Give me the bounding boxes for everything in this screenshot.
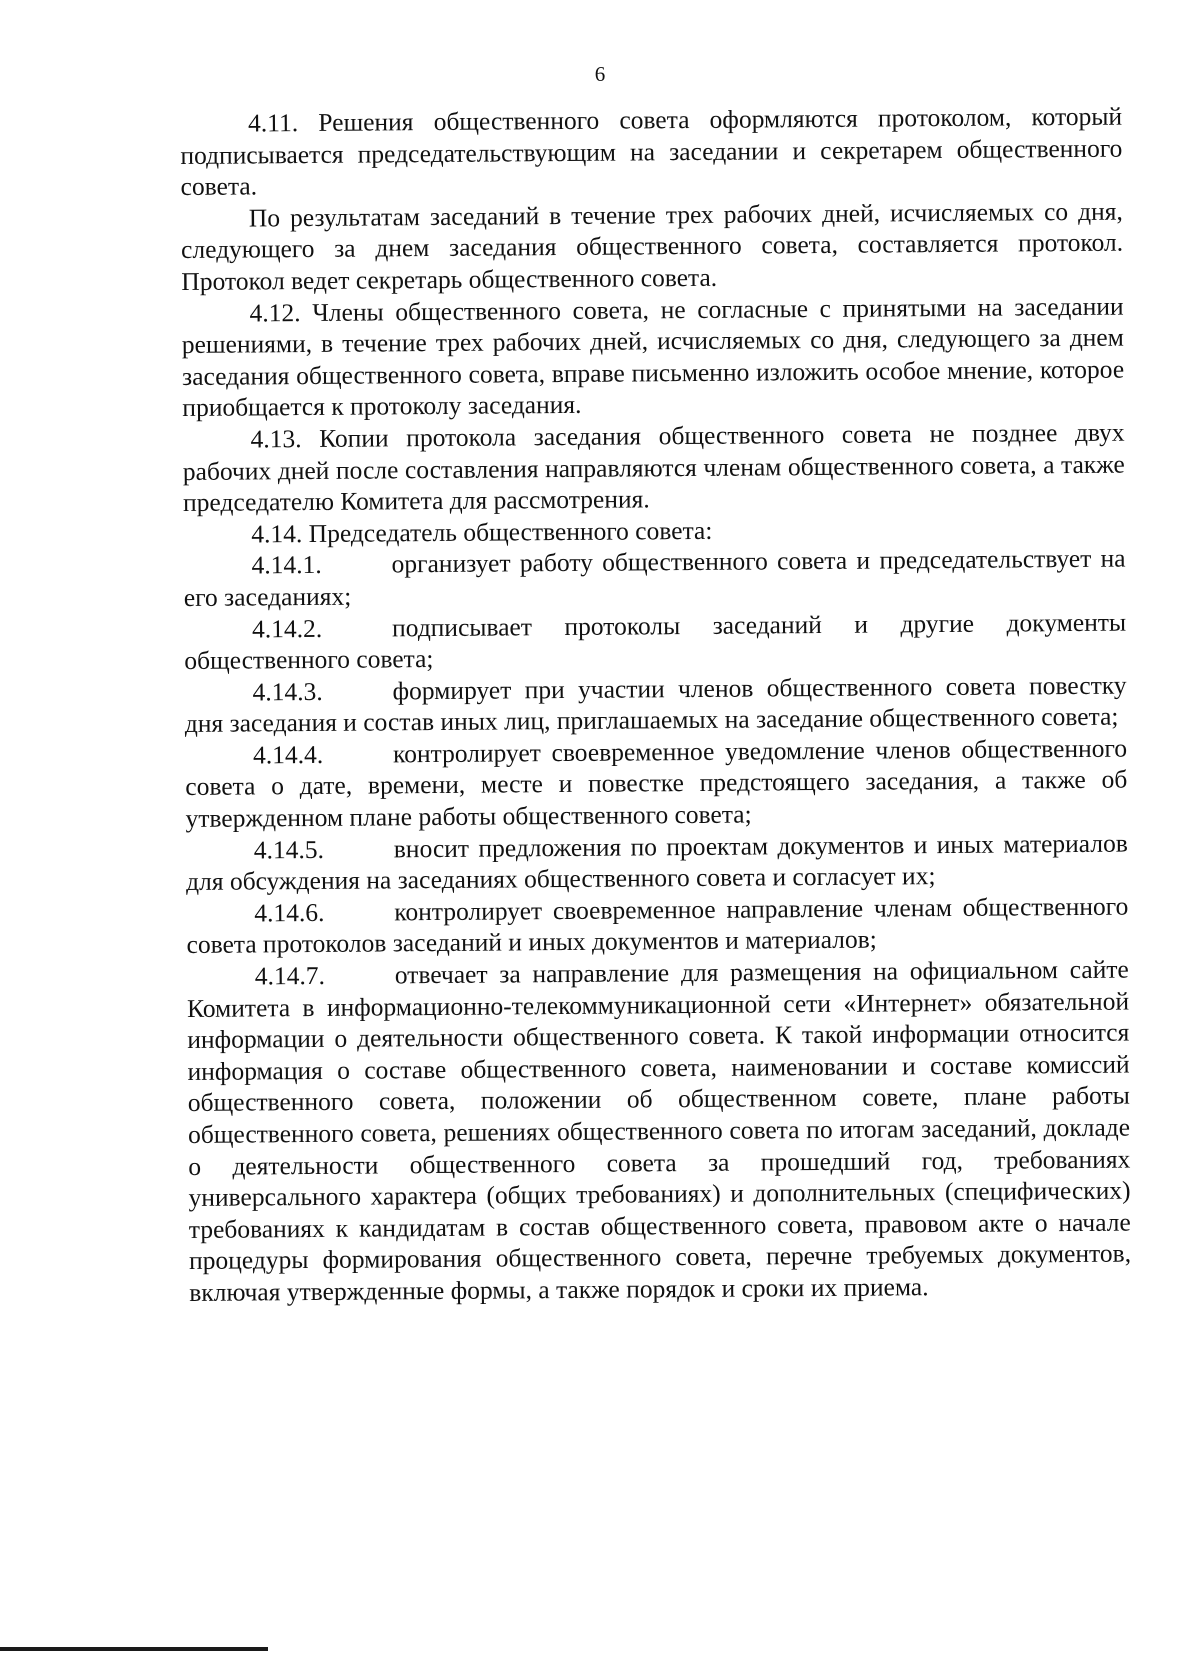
paragraph-protocol-term: По результатам заседаний в течение трех рабочих дней, исчисляемых со дня, следующего за днем заседания общественного совета, составляется протокол. Протокол ведет секретарь общественного совета.: [181, 196, 1124, 296]
item-text: подписывает протоколы заседаний и другие документы общественного совета;: [184, 607, 1127, 676]
page-number: 6: [594, 62, 606, 86]
paragraph-4-14: 4.14. Председатель общественного совета:: [251, 515, 713, 549]
paragraph-4-12: 4.12. Члены общественного совета, не согласные с принятыми на заседании решениями, в течение трех рабочих дней, исчисляемых со дня, следующего за днем заседания общественного совета, вправе письменно изложить особое мнение, которое приобщается к протоколу заседания.: [181, 291, 1125, 423]
item-text: организует работу общественного совета и председательствует на его заседаниях;: [183, 543, 1126, 612]
paragraph-4-13: 4.13. Копии протокола заседания общественного совета не позднее двух рабочих дней после составления направляются членам общественного совета, а также председателю Комитета для рассмотрения.: [182, 417, 1125, 518]
item-text: контролирует своевременное направление членам общественного совета протоколов заседаний и иных документов и материалов;: [186, 891, 1129, 960]
item-number: 4.14.5.: [253, 834, 325, 865]
item-number: 4.14.3.: [252, 676, 323, 707]
list-item-4-14-5: [186, 827, 1128, 898]
item-number: 4.14.4.: [252, 739, 324, 770]
item-text: вносит предложения по проектам документов и иных материалов для обсуждения на заседаниях общественного совета и согласует их;: [185, 828, 1128, 897]
list-item-4-14-2: [184, 606, 1126, 677]
list-item-4-14-4: [185, 732, 1128, 834]
item-number: 4.14.1.: [251, 550, 322, 580]
item-text: контролирует своевременное уведомление членов общественного совета о дате, времени, месте и повестке предстоящего заседания, а также об утвержденном плане работы общественного совета;: [185, 733, 1128, 834]
list-item-4-14-6: [186, 890, 1128, 961]
item-number: 4.14.6.: [254, 897, 325, 928]
item-number: 4.14.7.: [254, 960, 326, 991]
bottom-rule-divider: [0, 1647, 268, 1651]
item-text: отвечает за направление для размещения на официальном сайте Комитета в информационно-телекоммуникационной сети «Интернет» обязательной информации о деятельности общественного совета. К такой информации относится информация о составе общественного совета, наименовании и составе комиссий общественного совета, положении об общественном совете, плане работы общественного совета, решениях общественного совета по итогам заседаний, докладе о деятельности общественного совета за прошедший год, требованиях универсального характера (общих требованиях) и дополнительных (специфических) требованиях к кандидатам в состав общественного совета, правовом акте о начале процедуры формирования общественного совета, перечне требуемых документов, включая утвержденные формы, а также порядок и сроки их приема.: [186, 954, 1132, 1307]
paragraph-4-11: 4.11. Решения общественного совета оформляются протоколом, который подписывается председательствующим на заседании и секретарем общественного совета.: [180, 101, 1123, 202]
document-body: [180, 101, 1131, 1309]
list-item-4-14-7: [187, 954, 1132, 1309]
list-item-4-14-3: [184, 669, 1126, 740]
item-text: формирует при участии членов общественного совета повестку дня заседания и состав иных лиц, приглашаемых на заседание общественного совета;: [184, 670, 1127, 739]
item-number: 4.14.2.: [251, 613, 323, 643]
list-item-4-14-1: [183, 543, 1125, 614]
